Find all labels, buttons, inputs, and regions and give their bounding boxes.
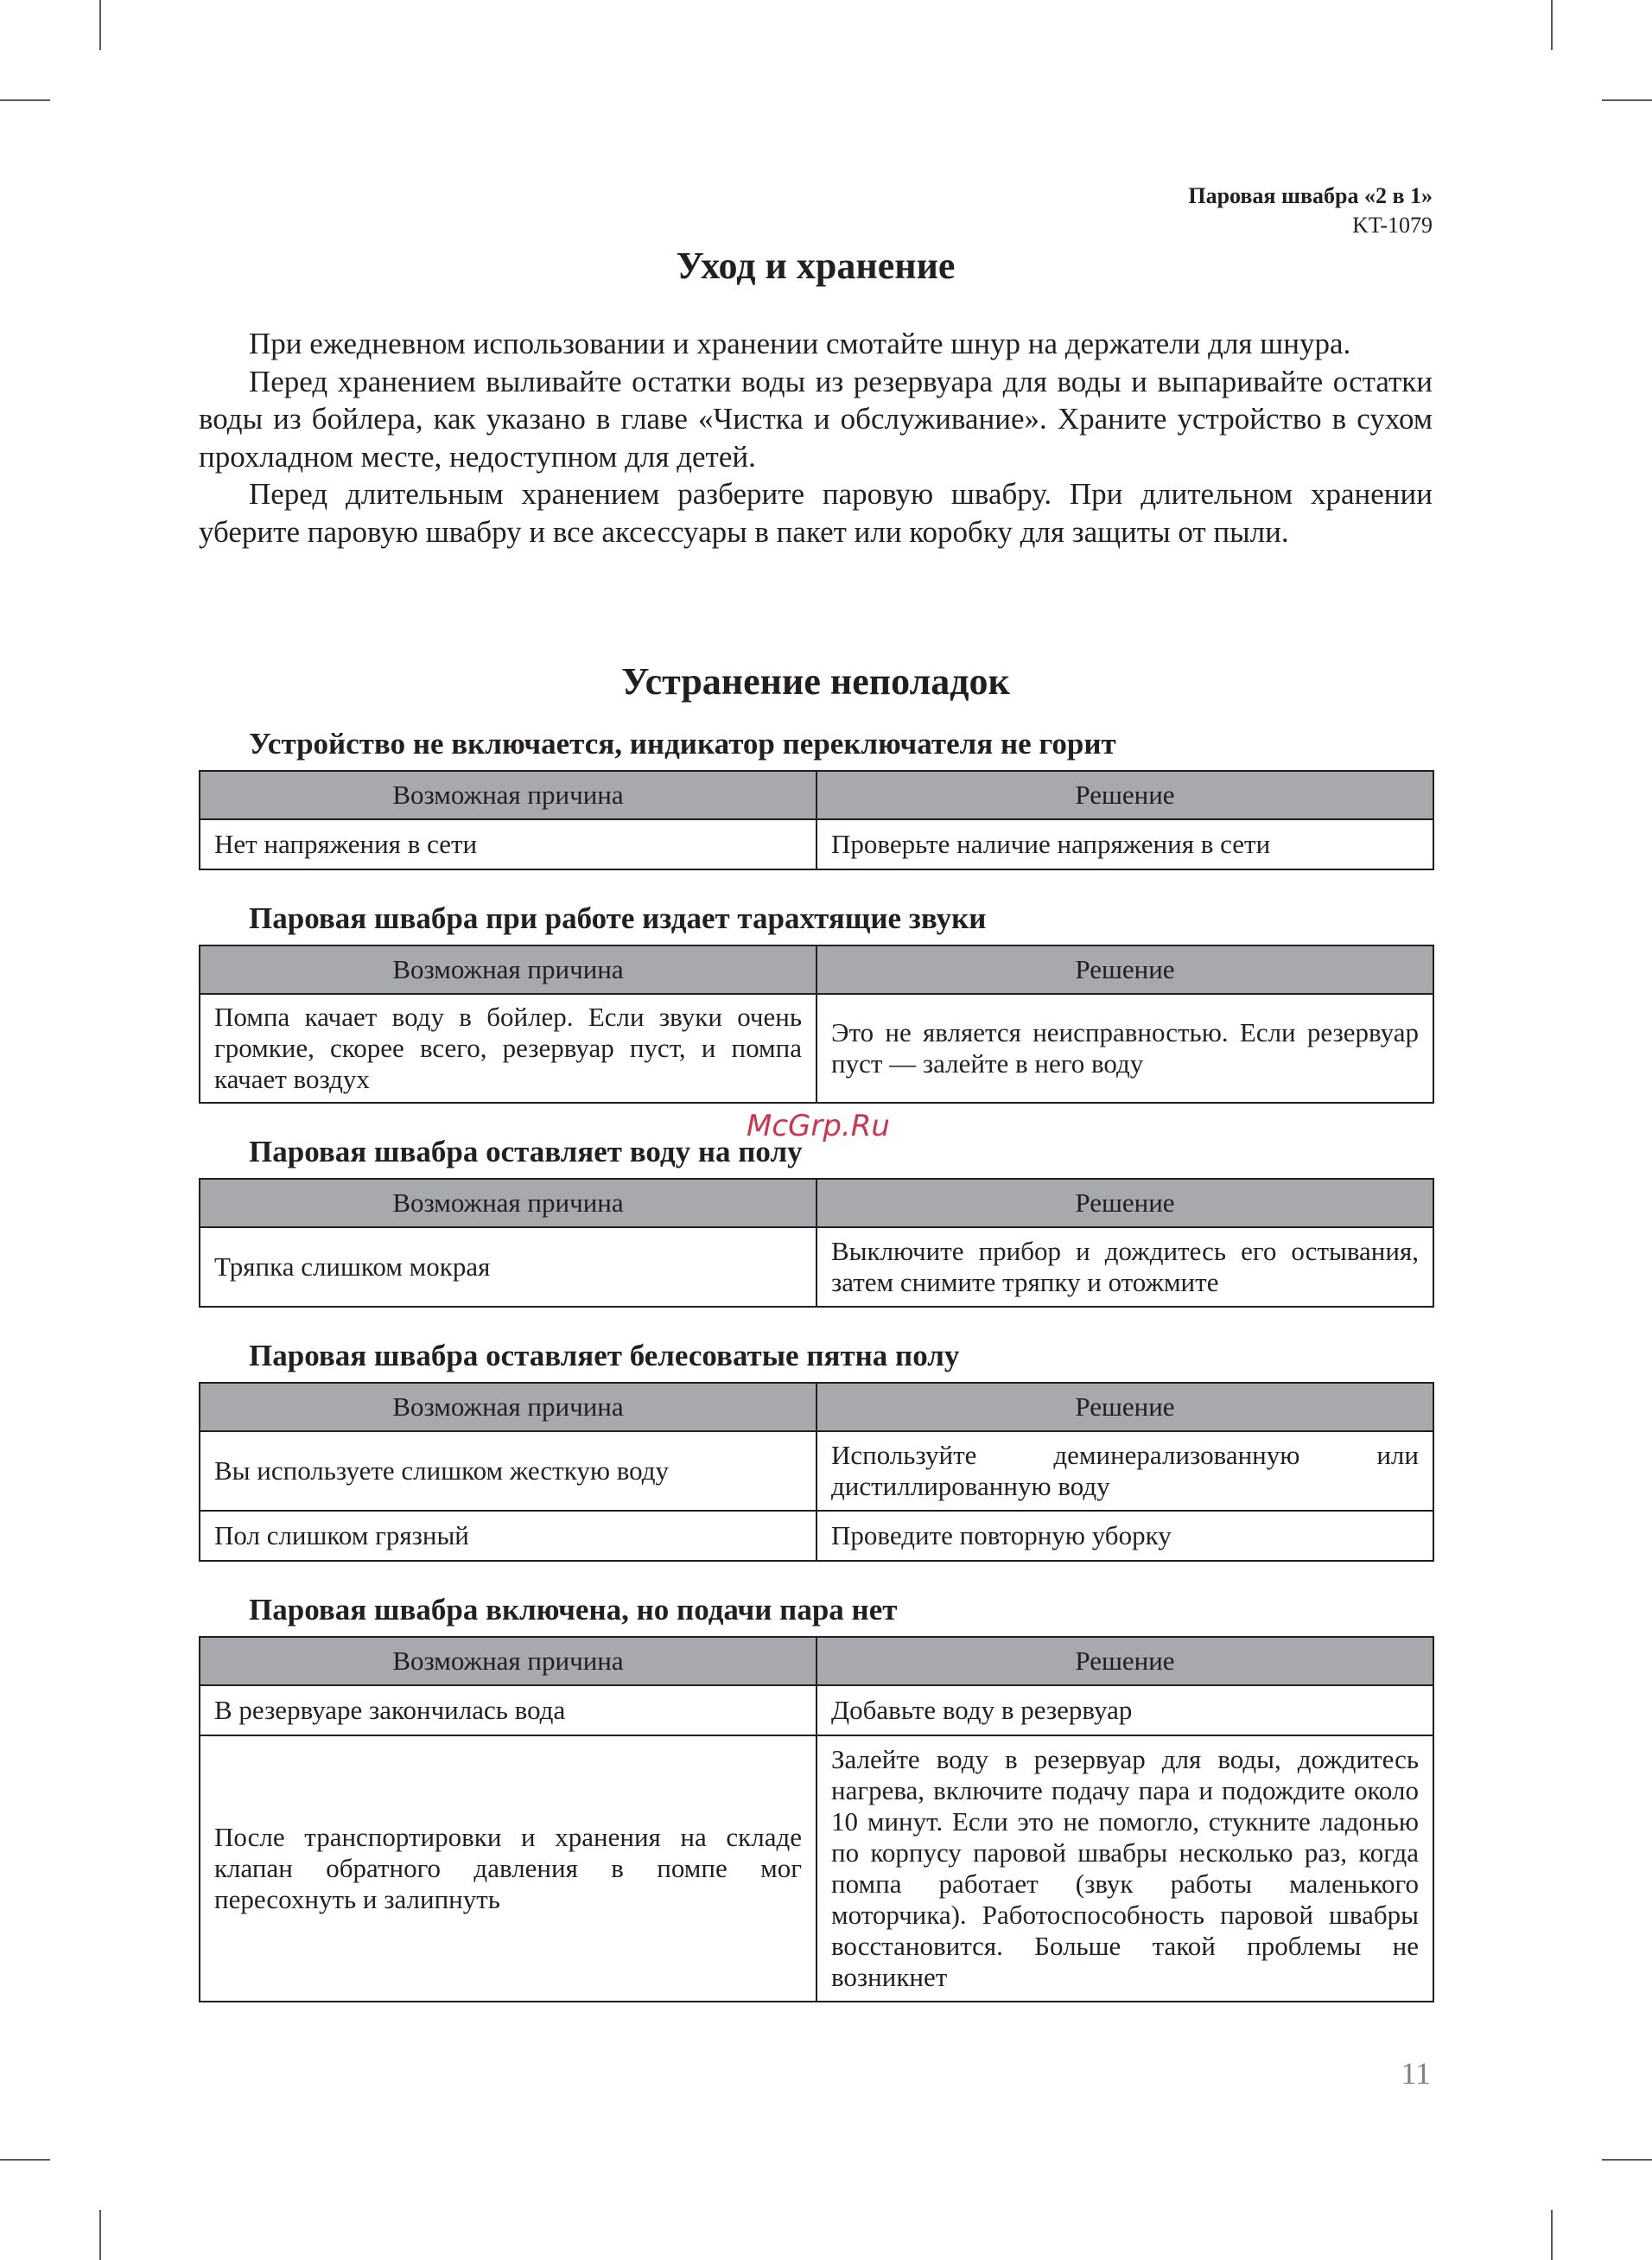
table-row — [200, 1511, 1433, 1561]
solution-cell: Проведите повторную уборку — [816, 1511, 1433, 1561]
trouble-section — [199, 725, 1433, 870]
cause-cell: Пол слишком грязный — [200, 1511, 816, 1561]
header-solution: Решение — [816, 1179, 1433, 1227]
table-row — [200, 1735, 1433, 2002]
cause-cell: После транспортировки и хранения на складе клапан обратного давления в помпе мог пересохнуть и залипнуть — [200, 1735, 816, 2002]
header-cause: Возможная причина — [200, 1637, 816, 1685]
crop-mark — [1602, 99, 1652, 101]
cause-cell: Вы используете слишком жесткую воду — [200, 1431, 816, 1511]
trouble-section — [199, 1133, 1433, 1308]
section-title: Паровая швабра при работе издает тарахтящие звуки — [249, 901, 987, 935]
crop-mark — [99, 2210, 101, 2260]
section-title: Паровая швабра оставляет воду на полу — [249, 1135, 803, 1168]
trouble-table — [199, 1178, 1434, 1308]
cause-cell: Тряпка слишком мокрая — [200, 1227, 816, 1307]
header-solution: Решение — [816, 945, 1433, 994]
header-solution: Решение — [816, 771, 1433, 819]
table-row — [200, 994, 1433, 1103]
solution-cell: Это не является неисправностью. Если резервуар пуст — залейте в него воду — [816, 994, 1433, 1103]
trouble-section — [199, 1591, 1433, 2002]
table-row — [200, 1685, 1433, 1735]
table-row — [200, 819, 1433, 869]
crop-mark — [1602, 2159, 1652, 2161]
header-cause: Возможная причина — [200, 1383, 816, 1431]
trouble-table — [199, 945, 1434, 1104]
table-header-row — [200, 945, 1433, 994]
crop-mark — [99, 0, 101, 50]
header-cause: Возможная причина — [200, 945, 816, 994]
trouble-table — [199, 1636, 1434, 2002]
table-header-row — [200, 771, 1433, 819]
crop-mark — [0, 99, 50, 101]
section-title: Устройство не включается, индикатор переключателя не горит — [249, 727, 1116, 761]
table-row — [200, 1227, 1433, 1307]
solution-cell: Проверьте наличие напряжения в сети — [816, 819, 1433, 869]
page-number: 11 — [1401, 2056, 1431, 2091]
trouble-table — [199, 1382, 1434, 1562]
header-cause: Возможная причина — [200, 1179, 816, 1227]
care-title: Уход и хранение — [676, 245, 956, 287]
model-code: KT-1079 — [1352, 213, 1433, 238]
care-paragraph: При ежедневном использовании и хранении смотайте шнур на держатели для шнура. — [249, 327, 1351, 360]
header-solution: Решение — [816, 1383, 1433, 1431]
trouble-section — [199, 900, 1433, 1104]
cause-cell: В резервуаре закончилась вода — [200, 1685, 816, 1735]
model-title: Паровая швабра «2 в 1» — [1188, 183, 1433, 208]
section-title: Паровая швабра оставляет белесоватые пятна полу — [249, 1339, 960, 1372]
cause-cell: Нет напряжения в сети — [200, 819, 816, 869]
cause-cell: Помпа качает воду в бойлер. Если звуки очень громкие, скорее всего, резервуар пуст, и помпа качает воздух — [200, 994, 816, 1103]
header-solution: Решение — [816, 1637, 1433, 1685]
trouble-section — [199, 1337, 1433, 1562]
header-cause: Возможная причина — [200, 771, 816, 819]
care-paragraph: Перед длительным хранением разберите паровую швабру. При длительном хранении уберите паровую швабру и все аксессуары в пакет или коробку для защиты от пыли. — [199, 477, 1433, 549]
solution-cell: Залейте воду в резервуар для воды, дождитесь нагрева, включите подачу пара и подождите около 10 минут. Если это не помогло, стукните ладонью по корпусу паровой швабры несколько раз, когда помпа работает (звук работы маленького моторчика). Работоспособность паровой швабры восстановится. Больше такой проблемы не возникнет — [816, 1735, 1433, 2002]
table-header-row — [200, 1383, 1433, 1431]
solution-cell: Используйте деминерализованную или дистиллированную воду — [816, 1431, 1433, 1511]
care-paragraph: Перед хранением выливайте остатки воды из резервуара для воды и выпаривайте остатки воды из бойлера, как указано в главе «Чистка и обслуживание». Храните устройство в сухом прохладном месте, недоступном для детей. — [199, 364, 1433, 474]
section-title: Паровая швабра включена, но подачи пара нет — [249, 1593, 898, 1627]
trouble-table — [199, 770, 1434, 870]
table-header-row — [200, 1179, 1433, 1227]
running-header — [199, 181, 1433, 240]
care-text — [199, 325, 1433, 551]
troubleshooting-title: Устранение неполадок — [621, 660, 1010, 703]
crop-mark — [0, 2159, 50, 2161]
solution-cell: Выключите прибор и дождитесь его остывания, затем снимите тряпку и отожмите — [816, 1227, 1433, 1307]
table-row — [200, 1431, 1433, 1511]
crop-mark — [1551, 0, 1553, 50]
watermark: McGrp.Ru — [747, 1109, 890, 1143]
table-header-row — [200, 1637, 1433, 1685]
page-content — [199, 181, 1433, 2002]
crop-mark — [1551, 2210, 1553, 2260]
solution-cell: Добавьте воду в резервуар — [816, 1685, 1433, 1735]
